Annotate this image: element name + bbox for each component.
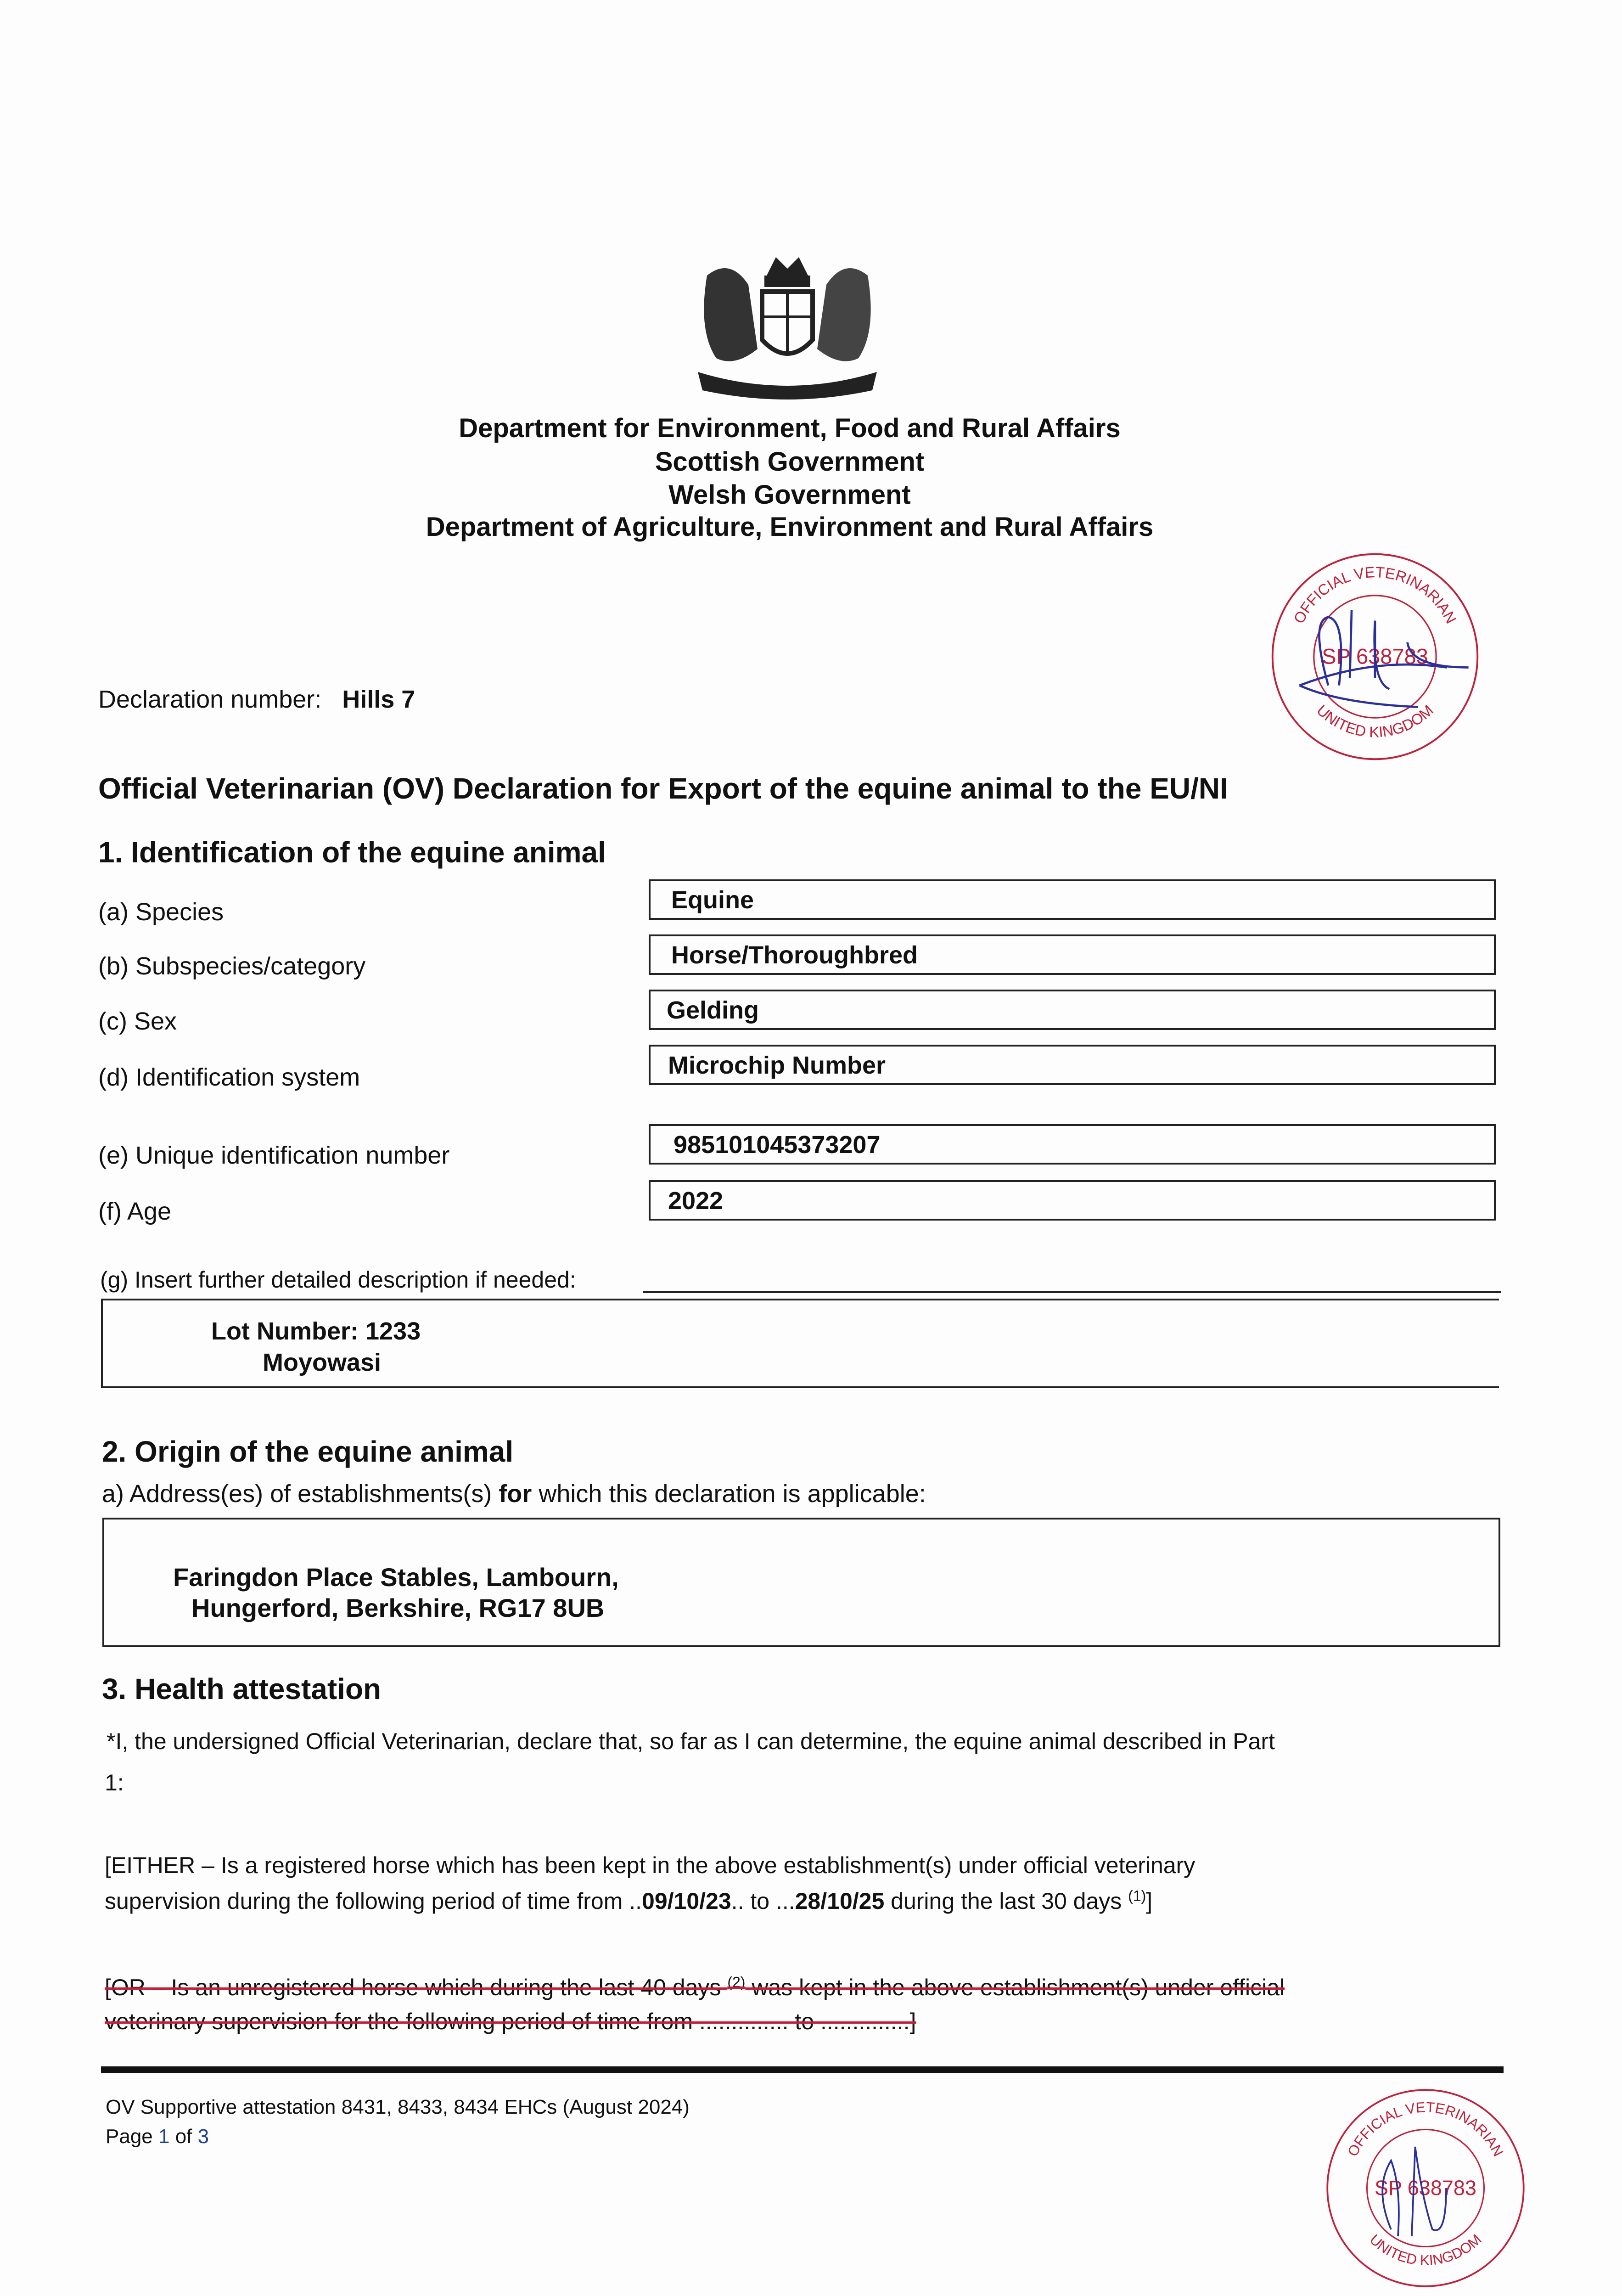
lot-number: Lot Number: 1233 (211, 1317, 421, 1345)
sex-label: (c) Sex (98, 1007, 177, 1035)
section2-intro (102, 1480, 926, 1508)
declaration-number (98, 685, 415, 714)
attestation-line-1: *I, the undersigned Official Veterinarian, declare that, so far as I can determine, the equine animal described in Part (107, 1728, 1275, 1754)
divider (643, 1291, 1501, 1293)
further-description-label: (g) Insert further detailed description if needed: (100, 1267, 576, 1293)
identification-system-field: Microchip Number (649, 1045, 1496, 1085)
stamp-text-bottom: UNITED KINGDOM (1366, 2231, 1485, 2269)
footer-rule (101, 2066, 1504, 2073)
department-scottish-gov: Scottish Government (655, 447, 925, 477)
stamp-number: SP 638783 (1375, 2176, 1476, 2200)
footnote-ref: (2) (727, 1974, 746, 1991)
intro-bold: for (499, 1480, 532, 1508)
footer-reference: OV Supportive attestation 8431, 8433, 8434 EHCs (August 2024) (106, 2096, 690, 2118)
age-field: 2022 (649, 1180, 1496, 1221)
section1-heading: 1. Identification of the equine animal (98, 836, 606, 869)
either-clause-line-2 (105, 1887, 1152, 1915)
attestation-line-2: 1: (105, 1770, 124, 1795)
department-daera: Department of Agriculture, Environment and Rural Affairs (426, 512, 1154, 542)
department-welsh-gov: Welsh Government (668, 480, 911, 510)
age-label: (f) Age (98, 1198, 172, 1225)
page-number (106, 2125, 209, 2149)
department-defra: Department for Environment, Food and Rural Affairs (459, 413, 1121, 443)
period-to: 28/10/25 (795, 1888, 885, 1914)
address-line-1: Faringdon Place Stables, Lambourn, (173, 1563, 619, 1592)
stamp-number: SP 638783 (1322, 644, 1428, 669)
declaration-number-label: Declaration number: (98, 686, 322, 713)
text: of (169, 2125, 198, 2148)
text: [OR – Is an unregistered horse which during the last 40 days (105, 1975, 728, 2000)
text: during the last 30 days (884, 1888, 1128, 1914)
unique-id-label: (e) Unique identification number (98, 1142, 450, 1169)
section3-heading: 3. Health attestation (102, 1672, 382, 1705)
text: was kept in the above establishment(s) under official (745, 1975, 1285, 2000)
official-veterinarian-stamp (1322, 2085, 1529, 2291)
period-from: 09/10/23 (642, 1888, 731, 1914)
or-clause-line-1 (105, 1974, 1285, 2001)
text: .. to ... (731, 1888, 795, 1914)
official-veterinarian-stamp (1267, 549, 1483, 765)
unique-id-field: 985101045373207 (649, 1124, 1496, 1165)
species-field: Equine (649, 879, 1496, 920)
further-description-box (101, 1299, 1499, 1388)
stamp-text-top: OFFICIAL VETERINARIAN (1290, 563, 1460, 626)
horse-name: Moyowasi (263, 1349, 382, 1376)
declaration-number-value: Hills 7 (342, 686, 415, 713)
royal-coat-of-arms-logo (689, 248, 886, 404)
stamp-text-bottom: UNITED KINGDOM (1313, 701, 1437, 741)
text: ] (1146, 1888, 1153, 1914)
current-page: 1 (158, 2125, 170, 2148)
address-line-2: Hungerford, Berkshire, RG17 8UB (191, 1593, 605, 1622)
stamp-text-top: OFFICIAL VETERINARIAN (1344, 2099, 1507, 2159)
sex-field: Gelding (649, 990, 1496, 1030)
svg-text:UNITED KINGDOM (1367, 2231, 1485, 2268)
intro-text: which this declaration is applicable: (532, 1480, 926, 1508)
footnote-ref: (1) (1128, 1887, 1146, 1904)
or-clause-line-2: veterinary supervision for the following period of time from .............. to ..............] (105, 2009, 916, 2034)
section2-heading: 2. Origin of the equine animal (102, 1435, 514, 1468)
subspecies-field: Horse/Thoroughbred (649, 934, 1496, 975)
text: Page (106, 2125, 158, 2148)
text: supervision during the following period of time from .. (105, 1888, 642, 1914)
intro-text: a) Address(es) of establishments(s) (102, 1480, 499, 1508)
total-pages: 3 (197, 2125, 209, 2148)
address-box (102, 1518, 1500, 1647)
either-clause-line-1: [EITHER – Is a registered horse which has been kept in the above establishment(s) under official veterinary (105, 1852, 1195, 1878)
species-label: (a) Species (98, 898, 224, 926)
page-title: Official Veterinarian (OV) Declaration for Export of the equine animal to the EU/NI (98, 772, 1228, 805)
subspecies-label: (b) Subspecies/category (98, 952, 366, 980)
identification-system-label: (d) Identification system (98, 1064, 360, 1091)
